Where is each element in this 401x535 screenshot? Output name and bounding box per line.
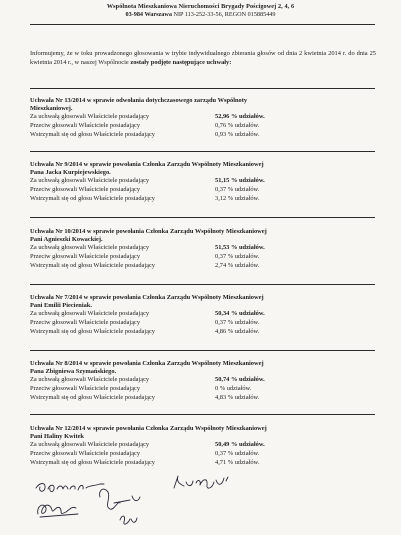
signature-kowacka [36,484,104,492]
vote-abstain-value: 0,93 % udziałów. [215,130,260,138]
resolution-subtitle: Mieszkaniowej. [30,105,73,113]
intro-text: Informujemy, że w toku prowadzonego głosowania w trybie indywidualnego zbierania głosów od dnia 2 kwietnia 2014 r. do dnia 25 kwietnia 2014 r., w naszej Wspólnocie [30,50,376,66]
vote-abstain-value: 4,86 % udziałów. [215,327,260,335]
vote-for-label: Za uchwałą głosowali Właściciele posiadający [30,310,150,318]
resolution-subtitle: Pani Haliny Kwitek [30,433,84,441]
vote-for-value: 51,53 % udziałów. [215,244,265,252]
vote-abstain-label: Wstrzymali się od głosu Właściciele posiadający [30,327,155,335]
vote-abstain-label: Wstrzymali się od głosu Właściciele posiadający [30,194,155,202]
vote-against-value: 0,37 % udziałów. [215,186,260,193]
resolution-subtitle: Pana Zbigniewa Szymańskiego. [30,368,117,376]
resolution-subtitle: Pani Agnieszki Kowackiej. [30,236,103,244]
vote-abstain-label: Wstrzymali się od głosu Właściciele posiadający [30,261,155,269]
signature-szymanski [38,505,78,517]
resolution-title: Uchwała Nr 13/2014 w sprawie odwołania dotychczasowego zarządu Wspólnoty [30,97,248,104]
vote-for-value: 50,34 % udziałów. [215,310,265,318]
vote-abstain-value: 4,71 % udziałów. [215,458,260,466]
address-city: 03-984 Warszawa [125,11,172,18]
vote-for-label: Za uchwałą głosowali Właściciele posiadający [30,376,150,384]
signature-kurpiejewski [174,476,228,488]
signature-kwitek [120,516,137,524]
vote-against-value: 0 % udziałów. [215,385,252,392]
intro-bold: zostały podjęte następujące uchwały: [130,58,232,66]
vote-against-label: Przeciw głosowali Właściciele posiadający [30,319,141,326]
vote-for-label: Za uchwałą głosowali Właściciele posiadający [30,244,150,252]
vote-against-value: 0,76 % udziałów. [215,122,260,129]
community-name: Wspólnota Mieszkaniowa Nieruchomości Brygady Pościgowej 2, 4, 6 [106,3,295,10]
resolution-title: Uchwała Nr 7/2014 w sprawie powołania Członka Zarządu Wspólnoty Mieszkaniowej [30,294,264,301]
vote-against-label: Przeciw głosowali Właściciele posiadający [30,253,141,260]
vote-abstain-value: 3,12 % udziałów. [215,194,260,202]
vote-against-label: Przeciw głosowali Właściciele posiadający [30,186,141,193]
vote-against-value: 0,37 % udziałów. [215,450,260,457]
vote-abstain-label: Wstrzymali się od głosu Właściciele posiadający [30,130,155,138]
vote-abstain-label: Wstrzymali się od głosu Właściciele posiadający [30,393,155,401]
resolution-title: Uchwała Nr 12/2014 w sprawie powołania Członka Zarządu Wspólnoty Mieszkaniowej [30,425,267,432]
signature-piecieniak [100,489,140,509]
vote-for-label: Za uchwałą głosowali Właściciele posiadający [30,441,150,449]
tax-ids: NIP 113-252-33-56, REGON 015885449 [173,11,276,18]
vote-for-label: Za uchwałą głosowali Właściciele posiadający [30,113,150,121]
resolution-title: Uchwała Nr 10/2014 w sprawie powołania Członka Zarządu Wspólnoty Mieszkaniowej [30,228,267,235]
resolution-subtitle: Pani Emilii Piecieniak. [30,302,92,310]
vote-against-value: 0,37 % udziałów. [215,253,260,260]
vote-abstain-label: Wstrzymali się od głosu Właściciele posiadający [30,458,155,466]
vote-for-value: 51,15 % udziałów. [215,177,265,185]
vote-abstain-value: 4,83 % udziałów. [215,393,260,401]
vote-against-value: 0,37 % udziałów. [215,319,260,326]
vote-for-value: 50,49 % udziałów. [215,441,265,449]
vote-against-label: Przeciw głosowali Właściciele posiadający [30,450,141,457]
resolution-title: Uchwała Nr 8/2014 w sprawie powołania Członka Zarządu Wspólnoty Mieszkaniowej [30,360,264,367]
vote-for-value: 50,74 % udziałów. [215,376,265,384]
resolution-title: Uchwała Nr 9/2014 w sprawie powołania Członka Zarządu Wspólnoty Mieszkaniowej [30,161,264,168]
vote-for-value: 52,96 % udziałów. [215,113,265,121]
vote-abstain-value: 2,74 % udziałów. [215,261,260,269]
vote-against-label: Przeciw głosowali Właściciele posiadający [30,122,141,129]
resolution-subtitle: Pana Jacka Kurpiejewskiego. [30,169,111,177]
vote-against-label: Przeciw głosowali Właściciele posiadający [30,385,141,392]
vote-for-label: Za uchwałą głosowali Właściciele posiadający [30,177,150,185]
